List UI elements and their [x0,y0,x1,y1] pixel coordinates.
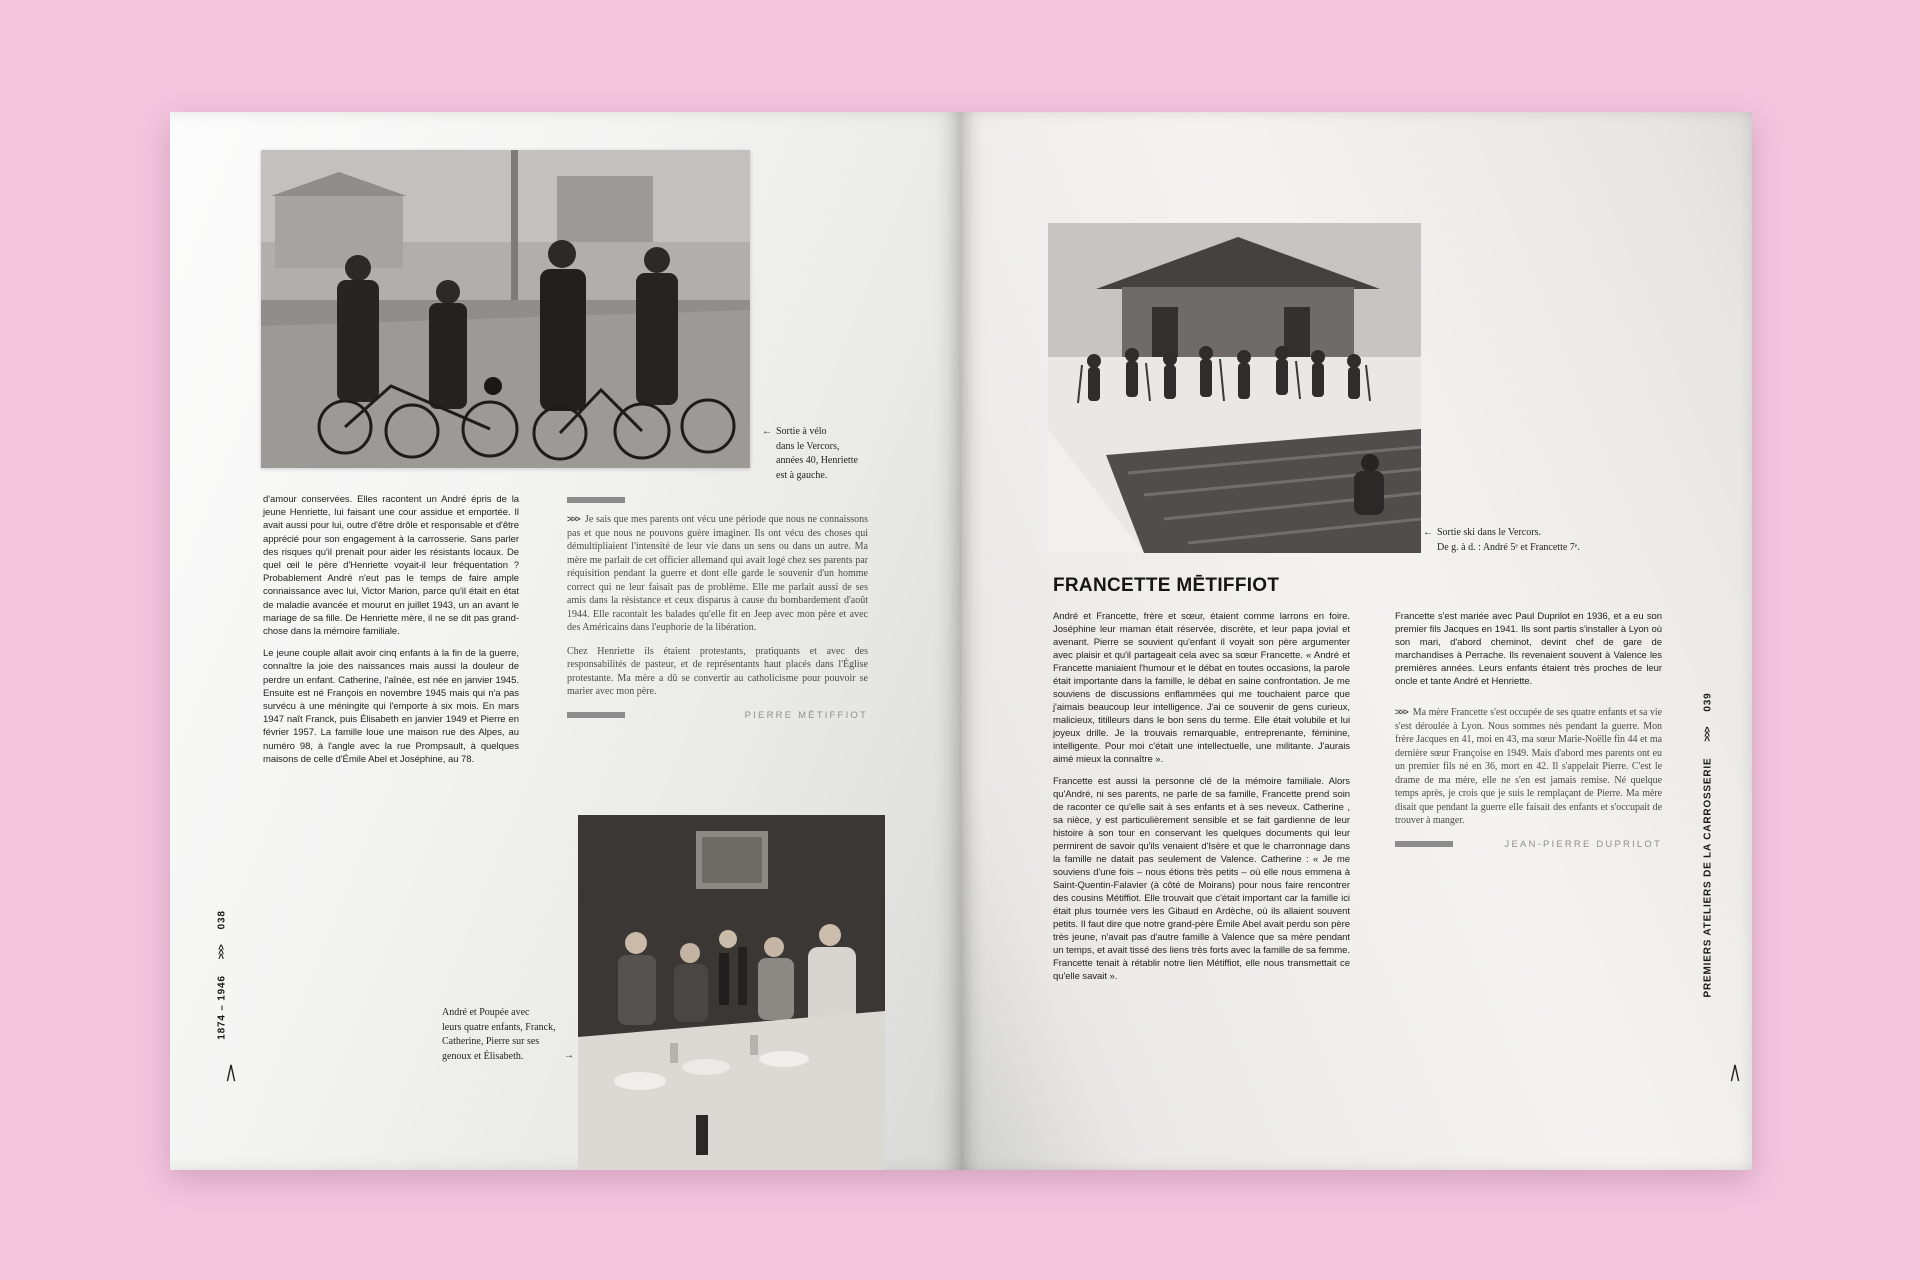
testimonial-signature-row [567,709,868,723]
testimonial-paragraph [1395,706,1662,828]
testimonial-signature: JEAN-PIERRE DUPRILOT [1504,838,1662,850]
book-spread [170,112,1752,1170]
section-heading: FRANCETTE MĒTIFFIOT [1053,575,1280,596]
narrative-paragraph: d'amour conservées. Elles racontent un André épris de la jeune Henriette, lui faisant une cour assidue et emportée. Il avait aussi pour lui, outre d'être drôle et responsable et d'être apprécié pour son engagement à la carrosserie. Sans parler des risques qu'il prenait pour aider les résistants locaux. De quel œil le père d'Henriette voyait-il leur fréquentation ? Probablement André n'eut pas le temps de faire ample connaissance avec lui, Victor Marion, parce qu'il était en état de maladie avancée et mourut en juillet 1943, un an avant le mariage de sa fille. De Henriette mère, il ne se dit pas grand-chose dans la mémoire familiale. [263,494,519,638]
right-column-secondary [1395,610,1662,851]
narrative-paragraph: Francette est aussi la personne clé de la mémoire familiale. Alors qu'André, ni ses parents, ne parle de sa famille, Francette prend soin de raconter ce qu'elle sait à ses enfants et à ses neveux. Catherine , sa nièce, y est particulièrement sensible et se fait gardienne de leur histoire à son tour en conservant les quelques documents qui leur permirent de savoir qu'ils venaient d'Isère et que le charronnage dans la famille ne datait pas seulement de Valence. Catherine : « Je me souviens d'une fois – nous étions très petits – où elle nous emmena à Saint-Quentin-Falavier (à côté de Moirans) pour nous faire rencontrer des cousins Métiffiot. Elle trouvait que c'était important car la famille ici était plus tournée vers les Gibaud en Ardèche, où ils allaient souvent petits. Il faut dire que notre grand-père Émile Abel avait perdu son père très jeune, n'avait pas d'autre famille à Valence que sa mère pendant un temps, et avait tissé des liens très forts avec la famille de sa femme. Francette tenait à rétablir notre lien Métiffiot, elle nous transmettait ce qu'elle savait ». [1053,776,1350,982]
right-column-narrative [1053,610,1350,992]
margin-chapter-title: PREMIERS ATELIERS DE LA CARROSSERIE [1702,757,1714,998]
caption-line: De g. à d. : André 5ᵉ et Francette 7ᵉ. [1437,541,1580,553]
caption-line: leurs quatre enfants, Franck, [442,1021,556,1033]
testimonial-marker: >>> [567,514,580,525]
caption-line: dans le Vercors, [776,440,840,452]
margin-right-vertical-text [1703,693,1714,998]
left-column-narrative [263,493,519,775]
right-arrow-glyph: → [564,1049,574,1061]
testimonial-text: Je sais que mes parents ont vécu une période que nous ne connaissons pas et que nous ne pouvons guère imaginer. Ils ont vécu des choses qui démultipliaient l'intensité de leur vie dans un sens ou dans un autre. Ma mère me parlait de cet officier allemand qui avait logé chez ses parents par réquisition pendant la guerre et dont elle garde le souvenir d'un homme correct qui ne leur faisait pas de problème. Elle me parlait aussi de ses amis dans la résistance et ceux disparus à cause du bombardement d'août 1944. Elle racontait les balades qu'elle fit en Jeep avec mon père et avec des Américains dans l'euphorie de la libération. [567,514,868,633]
chevron-marker: >>> [216,945,228,960]
caption-line: Sortie à vélo [776,426,827,437]
publisher-mark-icon [226,1064,236,1082]
caption-line: genoux et Élisabeth. [442,1050,524,1062]
photo-dinner-illustration [578,815,885,1170]
photo-cycling-illustration [261,150,750,468]
narrative-paragraph: Francette s'est mariée avec Paul Duprilot en 1936, et a eu son premier fils Jacques en 1941. Ils sont partis s'installer à Lyon où son mari, d'abord cheminot, devint chef de gare de marchandises à Perrache. Ils revenaient souvent à Valence les premières années. Leurs enfants étaient très proches de leur oncle et tante André et Henriette. [1395,611,1662,687]
caption-line: Catherine, Pierre sur ses [442,1036,540,1048]
testimonial-signature: PIERRE MĒTIFFIOT [744,709,868,721]
margin-date-range: 1874 – 1946 [216,975,228,1040]
photo-family-dinner [578,815,885,1170]
caption-dinner [442,1006,574,1064]
publisher-mark-icon [1730,1064,1740,1082]
caption-line: André et Poupée avec [442,1007,530,1018]
page-right [961,112,1752,1170]
photo-ski-illustration [1048,223,1421,553]
testimonial-text: Ma mère Francette s'est occupée de ses quatre enfants et sa vie s'est déroulée à Lyon. Nous sommes nés pendant la guerre. Mon frère Jacques en 41, moi en 43, ma sœur Marie-Noëlle fin 44 et ma dernière sœur Françoise en 1949. Mais d'abord mes parents ont eu un premier fils né en 36, mort en 42. Il s'appelait Pierre. C'est le drame de ma mère, elle ne s'en est jamais remise. Né quelque temps après, je crois que je suis le remplaçant de Pierre. Ma mère disait que pendant la guerre elle faisait des enfants et s'occupait de trouver à manger. [1395,707,1662,826]
section-bar [567,497,625,503]
left-column-testimonial [567,497,868,722]
caption-line: années 40, Henriette [776,455,858,467]
caption-ski-lines [1423,526,1653,555]
narrative-paragraph: André et Francette, frère et sœur, étaient comme larrons en foire. Joséphine leur maman était réservée, discrète, et leur papa jovial et avenant. Pierre se souvient qu'enfant il voyait son père argumenter avec plaisir et qu'il partageait cela avec sa sœur Francette. « André et Francette maniaient l'humour et le débat en toutes occasions, la parole était importante dans la famille, le débat en saine confrontation. Je me souviens de discussions enflammées qui me touchaient parce que j'aimais beaucoup leur intelligence. J'ai ce souvenir de gens curieux, malicieux, titilleurs dans le bon sens du terme. Elle était volubile et lui joyeux drille. Je la trouvais remarquable, entreprenante, féminine, intelligente. Pour moi c'était une intellectuelle, une militante. J'aurais aimé mieux la connaître ». [1053,611,1350,765]
left-arrow-glyph: ← [762,426,772,437]
section-bar [1395,841,1453,847]
caption-line: est à gauche. [776,469,828,481]
testimonial-marker: >>> [1395,707,1408,718]
caption-cycling-lines [762,425,886,483]
photo-ski-vercors [1048,223,1421,553]
left-arrow-glyph: ← [1423,527,1433,538]
narrative-paragraph: Le jeune couple allait avoir cinq enfants à la fin de la guerre, connaître la joie des naissances mais aussi la douleur de perdre un enfant. Catherine, l'aînée, est née en janvier 1945. Ensuite est né François en novembre 1945 mais qui n'a pas survécu à une méningite qui l'emporte à six mois. En mars 1947 naît Franck, puis Élisabeth en janvier 1949 et Pierre en février 1957. La famille loue une maison rue des Alpes, au numéro 98, à l'angle avec la rue Prompsault, à quelques maisons de celle d'Émile Abel et Joséphine, au 78. [263,648,519,765]
caption-ski [1423,526,1653,555]
caption-line: Sortie ski dans le Vercors. [1437,527,1541,538]
caption-dinner-lines [442,1006,574,1064]
page-number: 039 [1702,692,1714,712]
testimonial-paragraph: Chez Henriette ils étaient protestants, pratiquants et avec des responsabilités de pasteur, et de représentants haut placés dans l'Église protestante. Ma mère a dû se convertir au catholicisme pour pouvoir se marier avec mon père. [567,645,868,697]
section-bar [567,712,625,718]
right-testimonial [1395,706,1662,851]
testimonial-signature-row [1395,838,1662,852]
page-left [170,112,961,1170]
margin-left-vertical-text [217,910,228,1039]
testimonial-paragraph [567,513,868,635]
photo-cycling-vercors [261,150,750,468]
caption-cycling [762,425,886,483]
page-number: 038 [216,910,228,930]
chevron-marker: >>> [1702,727,1714,742]
